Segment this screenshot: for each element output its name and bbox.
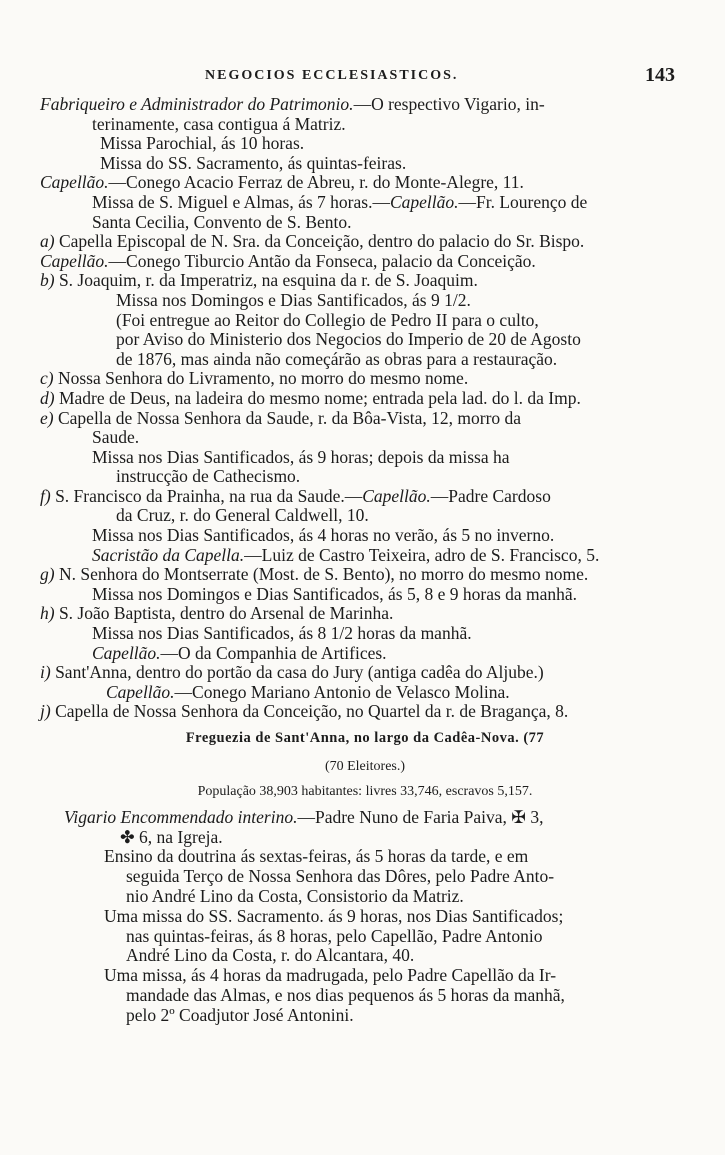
text-line [40,173,690,193]
text-line [64,847,690,867]
italic-text: g) [40,564,55,585]
text-line [40,409,690,429]
text-line [40,467,690,487]
text-line [40,663,690,683]
text-line [40,311,690,331]
text-line [40,565,690,585]
text-run: Missa nos Dias Santificados, ás 4 horas no verão, ás 5 no inverno. [92,525,555,546]
text-line [40,428,690,448]
text-run: —Conego Tiburcio Antão da Fonseca, palacio da Conceição. [108,250,536,271]
text-run: ✤ 6, na Igreja. [120,826,223,847]
text-line [64,907,690,927]
text-line [40,232,690,252]
text-line [40,702,690,722]
text-line [64,1006,690,1026]
text-line [64,927,690,947]
text-line [40,487,690,507]
text-line [40,330,690,350]
text-run: Capella Episcopal de N. Sra. da Conceição, dentro do palacio do Sr. Bispo. [54,231,585,252]
text-line [40,604,690,624]
text-line [64,986,690,1006]
text-line [64,946,690,966]
text-line [64,887,690,907]
text-line [40,546,690,566]
text-line [40,585,690,605]
text-line [40,271,690,291]
text-run: Missa de S. Miguel e Almas, ás 7 horas.— [92,191,390,212]
text-run: —Conego Mariano Antonio de Velasco Molina. [174,681,510,702]
running-head: NEGOCIOS ECCLESIASTICOS. [205,68,459,83]
text-line [40,95,690,115]
text-run: Uma missa do SS. Sacramento. ás 9 horas, nos Dias Santificados; [104,905,564,926]
text-line [40,389,690,409]
italic-text: Fabriqueiro e Administrador do Patrimonio. [40,94,354,114]
text-run: Capella de Nossa Senhora da Conceição, no Quartel da r. de Bragança, 8. [50,701,569,722]
text-line [40,350,690,370]
text-line [40,369,690,389]
text-line [40,213,690,233]
text-run: André Lino da Costa, r. do Alcantara, 40. [126,945,415,966]
italic-text: Sacristão da Capella. [92,544,245,565]
population-line: População 38,903 habitantes: livres 33,746, escravos 5,157. [197,784,533,800]
text-run: Saude. [92,427,140,448]
italic-text: Capellão. [362,485,431,506]
text-run: mandade das Almas, e nos dias pequenos ás 5 horas da manhã, [126,984,565,1005]
text-run: Missa nos Dias Santificados, ás 9 horas; depois da missa ha [92,446,510,467]
text-line [40,252,690,272]
electors-count: (70 Eleitores.) [324,758,406,774]
italic-text: i) [40,662,51,683]
text-line [40,644,690,664]
text-line [40,291,690,311]
text-run: nas quintas-feiras, ás 8 horas, pelo Capellão, Padre Antonio [126,925,543,946]
vigario-section [40,808,690,1026]
text-run: Ensino da doutrina ás sextas-feiras, ás 5 horas da tarde, e em [104,846,529,867]
text-run: S. João Baptista, dentro do Arsenal de Marinha. [54,603,394,624]
text-line [40,624,690,644]
text-run: Sant'Anna, dentro do portão da casa do Jury (antiga cadêa do Aljube.) [50,662,544,683]
text-run: da Cruz, r. do General Caldwell, 10. [116,505,369,526]
text-run: Missa nos Dias Santificados, ás 8 1/2 horas da manhã. [92,623,472,644]
text-line [40,115,690,135]
text-line [64,966,690,986]
text-line [40,683,690,703]
italic-text: j) [40,701,51,722]
text-run: Madre de Deus, na ladeira do mesmo nome; entrada pela lad. do l. da Imp. [54,387,581,408]
text-line [40,448,690,468]
italic-text: Capellão. [92,642,161,663]
text-line [40,134,690,154]
text-run: Nossa Senhora do Livramento, no morro do mesmo nome. [53,368,469,389]
text-run: —O respectivo Vigario, in- [353,94,545,114]
text-run: Missa do SS. Sacramento, ás quintas-feiras. [100,152,407,173]
text-run: N. Senhora do Montserrate (Most. de S. Bento), no morro do mesmo nome. [54,564,589,585]
text-run: instrucção de Cathecismo. [116,466,301,487]
text-run: —Luiz de Castro Teixeira, adro de S. Francisco, 5. [244,544,600,565]
text-run: S. Joaquim, r. da Imperatriz, na esquina da r. de S. Joaquim. [54,270,478,291]
italic-text: Capellão. [106,681,175,702]
text-run: seguida Terço de Nossa Senhora das Dôres, pelo Padre Anto- [126,866,555,887]
text-run: nio André Lino da Costa, Consistorio da Matriz. [126,885,464,906]
text-run: Capella de Nossa Senhora da Saude, r. da Bôa-Vista, 12, morro da [53,407,522,428]
text-line [40,154,690,174]
text-run: —Conego Acacio Ferraz de Abreu, r. do Monte-Alegre, 11. [108,172,524,193]
italic-text: Capellão. [389,191,459,212]
italic-text: c) [40,368,54,389]
text-line [40,193,690,213]
italic-text: Vigario Encommendado interino. [64,806,298,827]
italic-text: h) [40,603,55,624]
italic-text: Capellão. [40,250,109,271]
text-run: pelo 2º Coadjutor José Antonini. [126,1004,354,1025]
italic-text: a) [40,231,55,252]
chapel-entries [40,95,690,722]
text-run: S. Francisco da Prainha, na rua da Saude.— [50,485,363,506]
italic-text: b) [40,270,55,291]
text-run: —Fr. Lourenço de [458,191,588,212]
text-line [64,867,690,887]
text-line [64,808,690,828]
parish-heading: Freguezia de Sant'Anna, no largo da Cadêa-Nova. (77 [185,730,545,746]
text-run: Santa Cecilia, Convento de S. Bento. [92,211,352,232]
italic-text: e) [40,407,54,428]
text-run: —Padre Cardoso [430,485,551,506]
text-run: (Foi entregue ao Reitor do Collegio de Pedro II para o culto, [116,309,539,330]
text-run: Uma missa, ás 4 horas da madrugada, pelo Padre Capellão da Ir- [104,965,557,986]
page-header [0,64,725,92]
italic-text: Capellão. [40,172,109,193]
page-number: 143 [645,64,675,86]
italic-text: d) [40,387,55,408]
text-run: Missa nos Domingos e Dias Santificados, ás 5, 8 e 9 horas da manhã. [92,583,578,604]
body-text [40,95,690,1026]
text-line [64,828,690,848]
text-run: —O da Companhia de Artifices. [160,642,387,663]
text-run: terinamente, casa contigua á Matriz. [92,113,346,134]
text-line [40,506,690,526]
text-line [40,526,690,546]
text-run: Missa nos Domingos e Dias Santificados, ás 9 1/2. [116,289,471,310]
text-run: de 1876, mas ainda não começárão as obras para a restauração. [116,348,558,369]
text-run: —Padre Nuno de Faria Paiva, ✠ 3, [297,806,544,827]
italic-text: f) [40,485,51,506]
text-run: Missa Parochial, ás 10 horas. [100,133,305,154]
text-run: por Aviso do Ministerio dos Negocios do Imperio de 20 de Agosto [116,329,581,350]
